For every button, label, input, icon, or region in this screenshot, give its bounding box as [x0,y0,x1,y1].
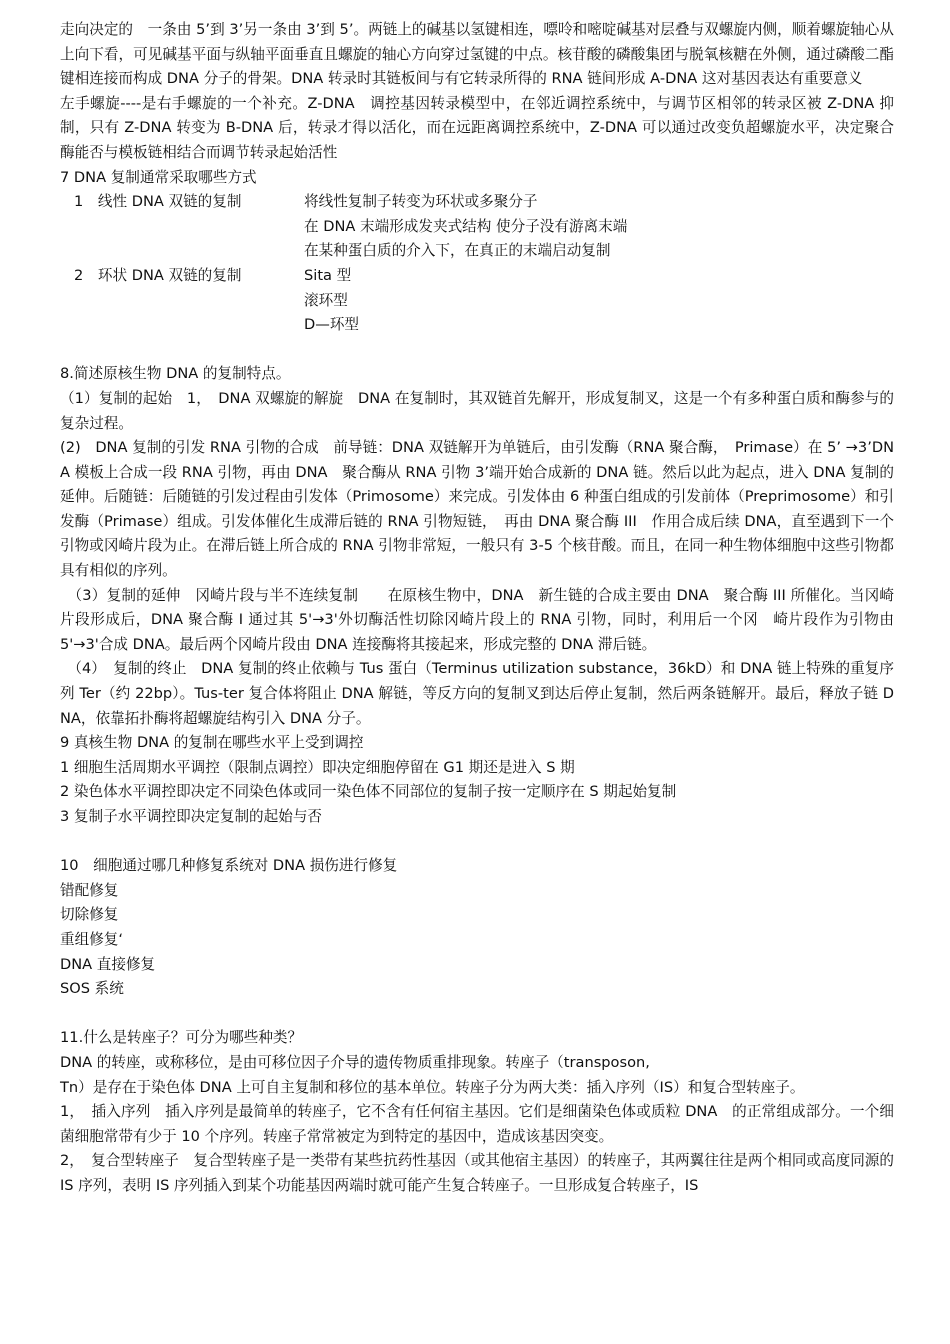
question-9-title: 9 真核生物 DNA 的复制在哪些水平上受到调控 [60,734,364,752]
question-11-intro-line: DNA 的转座，或称移位，是由可移位因子介导的遗传物质重排现象。转座子（transposon, [60,1053,650,1071]
question-10-title: 10 细胞通过哪几种修复系统对 DNA 损伤进行修复 [60,857,398,875]
question-10-item: 错配修复 [60,881,119,899]
question-7-item: D—环型 [304,316,360,334]
document-page [60,18,894,1199]
question-9-item: 1 细胞生活周期水平调控（限制点调控）即决定细胞停留在 G1 期还是进入 S 期 [60,758,575,776]
question-7-item: Sita 型 [304,266,352,284]
spacer [60,338,894,363]
spacer [60,830,894,855]
question-10-item: DNA 直接修复 [60,955,156,973]
question-7-title: 7 DNA 复制通常采取哪些方式 [60,168,257,186]
question-8-paragraph-elongation: （3）复制的延伸 冈崎片段与半不连续复制 在原核生物中，DNA 新生链的合成主要由 DNA 聚合酶 III 所催化。当冈崎片段形成后，DNA 聚合酶 I 通过其 5'→3'外切酶活性切除冈崎片段上的 RNA 引物，同时，利用后一个冈 崎片段作为引物由 5'→3'合成 DNA。最后两个冈崎片段由 DNA 连接酶将其接起来，形成完整的 DNA 滞后链。 [60,586,894,653]
question-7-row-label: 1 线性 DNA 双链的复制 [74,193,242,211]
question-11-intro-line: Tn）是存在于染色体 DNA 上可自主复制和移位的基本单位。转座子分为两大类：插入序列（IS）和复合型转座子。 [60,1078,805,1096]
question-8-paragraph-termination: （4） 复制的终止 DNA 复制的终止依赖与 Tus 蛋白（Terminus utilization substance，36kD）和 DNA 链上特殊的重复序列 Ter（约 22bp）。Tus-ter 复合体将阻止 DNA 解链，等反方向的复制叉到达后停止复制，然后两条链解开。最后，释放子链 DNA，依靠拓扑酶将超螺旋结构引入 DNA 分子。 [60,660,894,727]
question-11-title: 11.什么是转座子？可分为哪些种类？ [60,1029,303,1047]
question-7-row-label: 2 环状 DNA 双链的复制 [74,266,242,284]
question-7-row-linear [60,190,894,264]
question-11-paragraph-insertion-sequence: 1， 插入序列 插入序列是最简单的转座子，它不含有任何宿主基因。它们是细菌染色体或质粒 DNA 的正常组成部分。一个细菌细胞常带有少于 10 个序列。转座子常常被定为到特定的基因中，造成该基因突变。 [60,1103,894,1145]
question-7-table [60,190,894,338]
question-8-paragraph-initiation: （1）复制的起始 1， DNA 双螺旋的解旋 DNA 在复制时，其双链首先解开，形成复制叉，这是一个有多种蛋白质和酶参与的复杂过程。 [60,389,894,432]
question-7-item: 滚环型 [304,291,348,309]
paragraph-a-dna: 走向决定的 一条由 5’到 3’另一条由 3’到 5’。两链上的碱基以氢键相连，嘌呤和嘧啶碱基对层叠与双螺旋内侧，顺着螺旋轴心从上向下看，可见碱基平面与纵轴平面垂直且螺旋的轴心方向穿过氢键的中点。核苷酸的磷酸集团与脱氧核糖在外侧，通过磷酸二酯键相连接而构成 DNA 分子的骨架。DNA 转录时其链板间与有它转录所得的 RNA 链间形成 A-DNA 这对基因表达有重要意义 [60,21,894,88]
question-11-paragraph-composite-transposon: 2， 复合型转座子 复合型转座子是一类带有某些抗药性基因（或其他宿主基因）的转座子，其两翼往往是两个相同或高度同源的 IS 序列，表明 IS 序列插入到某个功能基因两端时就可能产生复合转座子。一旦形成复合转座子，IS [60,1152,894,1194]
paragraph-z-dna: 左手螺旋----是右手螺旋的一个补充。Z-DNA 调控基因转录模型中，在邻近调控系统中，与调节区相邻的转录区被 Z-DNA 抑制，只有 Z-DNA 转变为 B-DNA 后，转录才得以活化，而在远距离调控系统中，Z-DNA 可以通过改变负超螺旋水平，决定聚合酶能否与模板链相结合而调节转录起始活性 [60,94,894,161]
question-9-item: 3 复制子水平调控即决定复制的起始与否 [60,808,323,825]
question-7-item: 将线性复制子转变为环状或多聚分子 [304,193,538,211]
question-10-item: 切除修复 [60,906,119,924]
question-7-row-circular [60,264,894,338]
question-8-paragraph-priming: (2) DNA 复制的引发 RNA 引物的合成 前导链：DNA 双链解开为单链后，由引发酶（RNA 聚合酶， Primase）在 5’ →3’DNA 模板上合成一段 RNA 引物，再由 DNA 聚合酶从 RNA 引物 3’端开始合成新的 DNA 链。然后以此为起点，进入 DNA 复制的延伸。后随链：后随链的引发过程由引发体（Primosome）来完成。引发体由 6 种蛋白组成的引发前体（Preprimosome）和引发酶（Primase）组成。引发体催化生成滞后链的 RNA 引物短链， 再由 DNA 聚合酶 III 作用合成后续 DNA，直至遇到下一个引物或冈崎片段为止。在滞后链上所合成的 RNA 引物非常短，一般只有 3-5 个核苷酸。而且，在同一种生物体细胞中这些引物都具有相似的序列。 [60,439,894,580]
question-7-item: 在某种蛋白质的介入下，在真正的末端启动复制 [304,242,611,260]
question-9-item: 2 染色体水平调控即决定不同染色体或同一染色体不同部位的复制子按一定顺序在 S 期起始复制 [60,783,677,801]
question-10-item: SOS 系统 [60,980,124,998]
question-7-item: 在 DNA 末端形成发夹式结构 使分子没有游离末端 [304,217,628,235]
question-10-item: 重组修复‘ [60,930,124,948]
question-8-title: 8.简述原核生物 DNA 的复制特点。 [60,365,291,383]
spacer [60,1002,894,1027]
